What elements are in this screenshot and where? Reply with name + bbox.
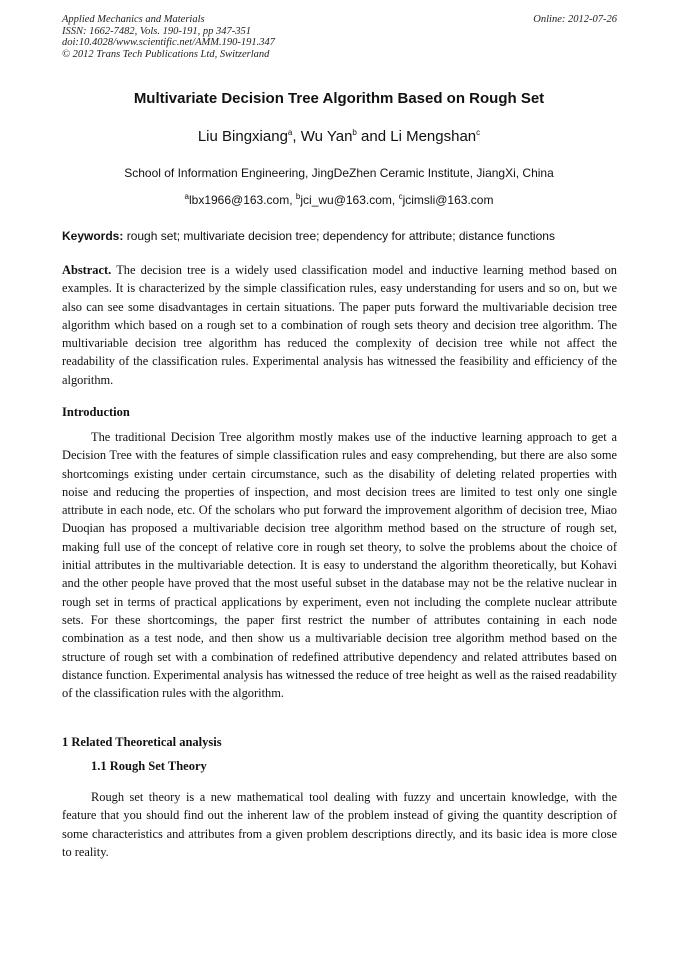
online-date: Online: 2012-07-26 [533, 14, 617, 25]
author-affil-mark: a [287, 128, 293, 137]
paper-title: Multivariate Decision Tree Algorithm Based on Rough Set [133, 90, 545, 107]
journal-header [62, 14, 617, 60]
author-list [0, 128, 678, 145]
author-name: Wu Yan [300, 128, 353, 145]
author-separator: , [292, 128, 301, 145]
abstract-text: The decision tree is a widely used classification model and inductive learning method based on examples. It is characterized by the simple classification rules, easy understanding for users and so on, but we also can see some disadvantages in certain situations. The paper puts forward the multivariable decision tree algorithm which based on a rough set to a combination of rough sets theory and decision tree algorithm. The multivariable decision tree algorithm has reduced the complexity of decision tree while not affect the readability of the classification rules. Experimental analysis has witnessed the feasibility and efficiency of the algorithm. [62, 263, 617, 387]
introduction-heading: Introduction [62, 405, 130, 419]
journal-copyright: © 2012 Trans Tech Publications Ltd, Switzerland [62, 48, 270, 60]
author-name: Liu Bingxiang [197, 128, 288, 145]
email-separator: , [289, 193, 296, 207]
author-separator: and [356, 128, 391, 145]
email-address[interactable]: lbx1966@163.com [188, 193, 290, 207]
journal-doi: doi:10.4028/www.scientific.net/AMM.190-191.347 [62, 37, 275, 48]
affiliation: School of Information Engineering, JingDeZhen Ceramic Institute, JiangXi, China [124, 166, 554, 180]
abstract [62, 261, 617, 389]
journal-name: Applied Mechanics and Materials [62, 14, 205, 25]
email-mark: a [184, 192, 189, 201]
author-affil-mark: c [476, 128, 481, 137]
rough-set-text: Rough set theory is a new mathematical tool dealing with fuzzy and uncertain knowledge, with the feature that you should find out the inherent law of the problem instead of giving the quantity description of some characteristics and attributes from a given problem descriptions directly, and its basic idea is more close to reality. [62, 790, 617, 859]
email-address[interactable]: jcimsli@163.com [402, 193, 494, 207]
keywords-text: rough set; multivariate decision tree; dependency for attribute; distance functions [123, 229, 555, 243]
subsection-heading: 1.1 Rough Set Theory [91, 759, 207, 773]
keywords [62, 229, 617, 243]
email-mark: c [398, 192, 403, 201]
author-affil-mark: b [352, 128, 357, 137]
introduction-text: The traditional Decision Tree algorithm mostly makes use of the inductive learning approach to get a Decision Tree with the features of simple classification rules and easy comprehending, but there are also some shortcomings existing under certain circumstance, such as the disability of deleting related properties with noise and reducing the properties of inspection, and most decision trees are limited to test only one single attribute in each node, etc. Of the scholars who put forward the improvement algorithm of decision tree, Miao Duoqian has proposed a multivariable decision tree algorithm method based on the structure of rough set, making full use of the concept of relative core in rough set theory, to solve the problems about the choice of initial attributes in the multivariable detection. It is easy to understand the algorithm theoretically, but Kohavi and the other people have proved that the most useful subset in the database may not be the relative nuclear in rough set in terms of practical applications by experiment, even not including the complete nuclear attribute sets. For these shortcomings, the paper first restrict the number of attributes containing in each node combination as a test node, and then show us a multivariable decision tree algorithm method based on the structure of rough set with a combination of redefined attributive dependency and related attributes based on distance function. Experimental analysis has witnessed the reduce of tree height as well as the raised readability of the classification rules with the algorithm. [62, 430, 617, 701]
email-list [0, 193, 678, 207]
author-name: Li Mengshan [390, 128, 477, 145]
email-address[interactable]: jci_wu@163.com [300, 193, 392, 207]
section-heading: 1 Related Theoretical analysis [62, 735, 222, 749]
abstract-label: Abstract. [62, 263, 112, 277]
email-mark: b [295, 192, 301, 201]
journal-issn: ISSN: 1662-7482, Vols. 190-191, pp 347-351 [62, 25, 251, 37]
keywords-label: Keywords: [62, 229, 124, 243]
email-separator: , [391, 193, 399, 207]
